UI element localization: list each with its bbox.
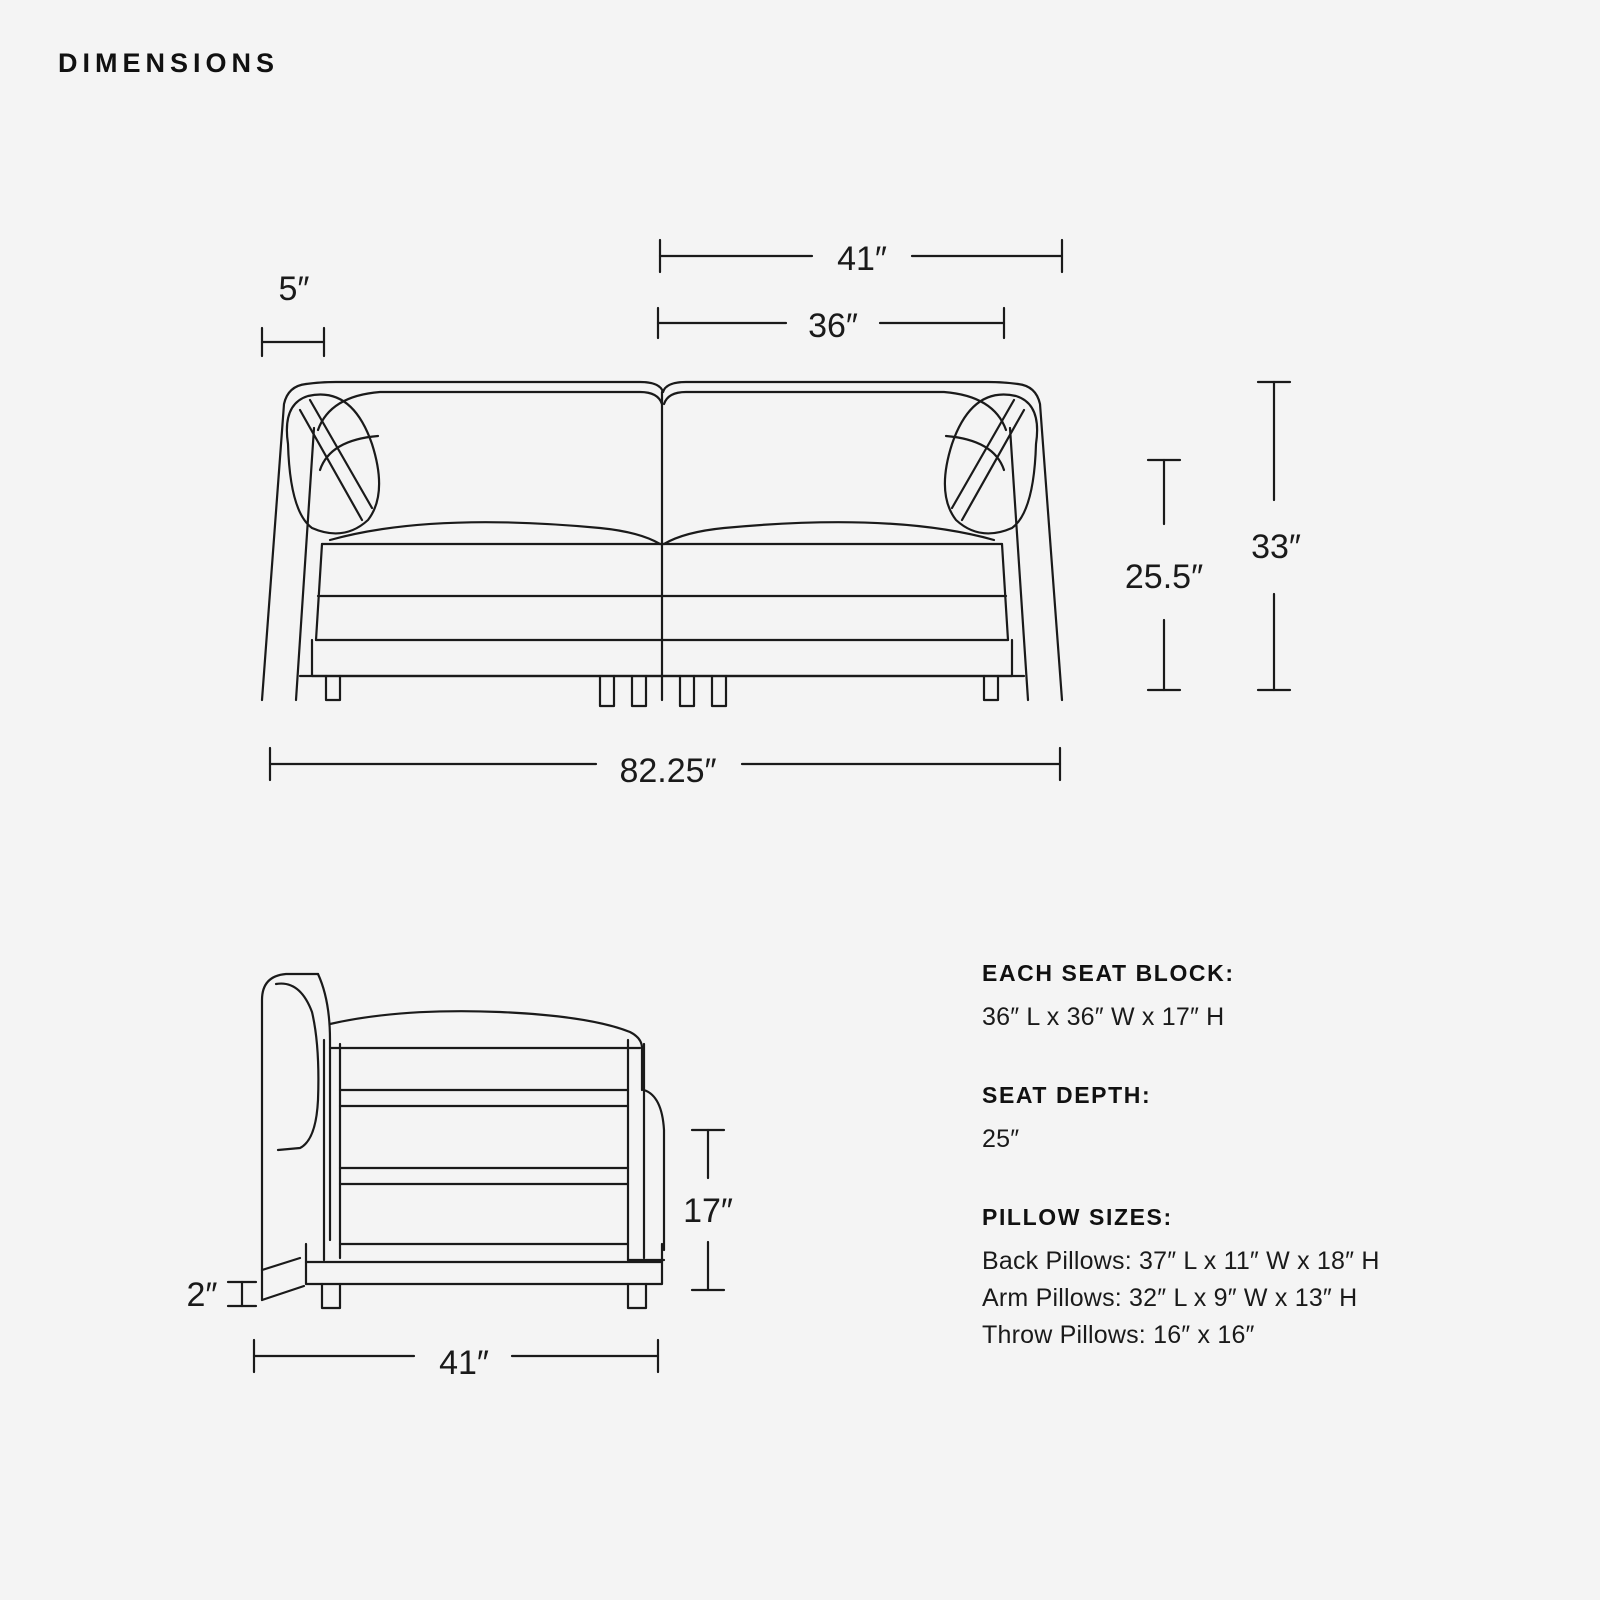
spec-value: Arm Pillows: 32″ L x 9″ W x 13″ H (982, 1284, 1358, 1312)
side-view-sofa (262, 974, 664, 1308)
spec-value: Back Pillows: 37″ L x 11″ W x 18″ H (982, 1247, 1380, 1275)
spec-seat-depth (982, 1082, 1502, 1154)
spec-seat-block (982, 960, 1502, 1032)
dim-label-overall-height: 33″ (1251, 528, 1301, 566)
front-view-sofa (262, 382, 1062, 706)
page-title: DIMENSIONS (58, 48, 280, 78)
spec-heading: SEAT DEPTH: (982, 1082, 1152, 1108)
dim-label-overall-width: 82.25″ (619, 752, 717, 790)
dim-5 (262, 328, 324, 356)
dim-label-leg-height: 2″ (186, 1276, 218, 1314)
spec-pillow-sizes (982, 1204, 1502, 1350)
spec-list (982, 960, 1502, 1358)
spec-value: 25″ (982, 1125, 1020, 1153)
spec-heading: PILLOW SIZES: (982, 1204, 1173, 1230)
dim-2 (228, 1282, 256, 1306)
dim-label-overall-depth: 41″ (439, 1344, 489, 1382)
dim-label-seat-module-outer: 41″ (837, 240, 887, 278)
dim-label-arm-width: 5″ (278, 270, 310, 308)
dim-label-seat-height-back: 25.5″ (1124, 558, 1204, 596)
spec-heading: EACH SEAT BLOCK: (982, 960, 1235, 986)
spec-value: Throw Pillows: 16″ x 16″ (982, 1321, 1255, 1349)
dim-label-seat-module-inner: 36″ (808, 307, 858, 345)
spec-value: 36″ L x 36″ W x 17″ H (982, 1003, 1225, 1031)
dim-label-seat-height: 17″ (683, 1192, 733, 1230)
